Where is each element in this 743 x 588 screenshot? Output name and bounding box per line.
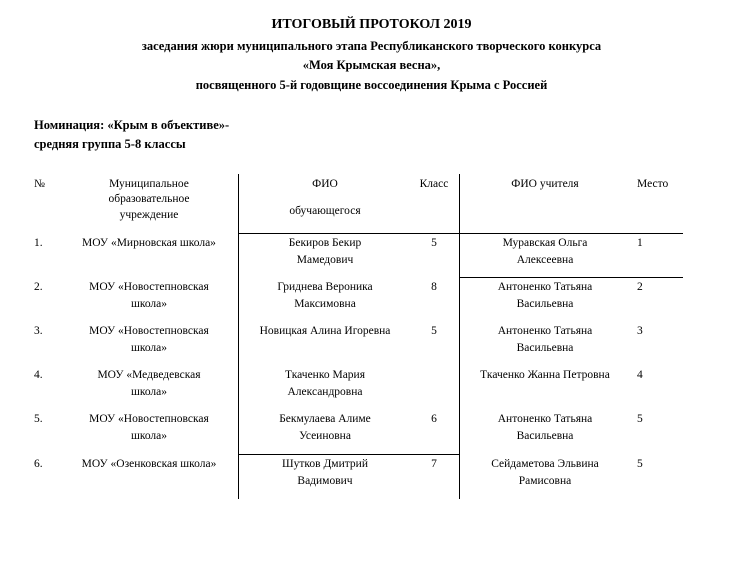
protocol-subtitle-line-2: «Моя Крымская весна»,: [302, 58, 441, 72]
row-place: 5: [637, 413, 643, 425]
header-org-line-3: учреждение: [119, 209, 179, 221]
row-student-line-2: Мамедович: [296, 254, 354, 266]
row-student-line-1: Шутков Дмитрий: [282, 458, 368, 470]
row-teacher-line-1: Антоненко Татьяна: [497, 281, 593, 293]
row-org-line-1: МОУ «Медведевская: [97, 369, 201, 381]
row-student-line-2: Усеиновна: [299, 430, 351, 442]
row-class: 6: [431, 413, 437, 425]
row-org-line-2: школа»: [130, 430, 168, 442]
row-teacher-line-2: Васильевна: [516, 342, 574, 354]
row-teacher-line-1: Ткаченко Жанна Петровна: [480, 369, 610, 381]
row-place: 5: [637, 458, 643, 470]
row-student-line-1: Бекмулаева Алиме: [279, 413, 371, 425]
nomination-title: Номинация: «Крым в объективе»-: [34, 118, 230, 132]
row-class: 8: [431, 281, 437, 293]
row-teacher-line-2: Васильевна: [516, 298, 574, 310]
row-teacher-line-1: Муравская Ольга: [502, 237, 588, 249]
row-teacher-line-2: Алексеевна: [516, 254, 574, 266]
row-student-line-1: Бекиров Бекир: [288, 237, 362, 249]
row-org-line-2: школа»: [130, 386, 168, 398]
row-student-line-1: Новицкая Алина Игоревна: [259, 325, 391, 337]
row-num: 3.: [34, 325, 43, 337]
column-divider: [459, 174, 460, 499]
row-place: 4: [637, 369, 643, 381]
row-student-line-2: Вадимович: [297, 475, 353, 487]
row-class: 5: [431, 237, 437, 249]
row-org-line-1: МОУ «Новостепновская: [89, 413, 209, 425]
row-num: 6.: [34, 458, 43, 470]
row-divider: [459, 277, 683, 278]
header-fio-line-2: обучающегося: [289, 205, 361, 217]
header-teacher: ФИО учителя: [511, 178, 579, 190]
row-student-line-2: Максимовна: [294, 298, 356, 310]
row-num: 5.: [34, 413, 43, 425]
row-place: 3: [637, 325, 643, 337]
row-org-line-1: МОУ «Мирновская школа»: [82, 237, 216, 249]
protocol-subtitle-line-3: посвященного 5-й годовщине воссоединения Крыма с Россией: [195, 78, 548, 92]
row-student-line-1: Ткаченко Мария: [285, 369, 365, 381]
row-num: 4.: [34, 369, 43, 381]
row-org-line-1: МОУ «Озенковская школа»: [81, 458, 217, 470]
row-teacher-line-2: Рамисовна: [518, 475, 572, 487]
protocol-subtitle-line-1: заседания жюри муниципального этапа Республиканского творческого конкурса: [141, 39, 602, 53]
row-org-line-1: МОУ «Новостепновская: [89, 281, 209, 293]
column-divider: [238, 174, 239, 499]
row-class: 5: [431, 325, 437, 337]
header-place: Место: [637, 178, 669, 190]
nomination-group: средняя группа 5-8 классы: [34, 137, 186, 151]
row-student-line-1: Гриднева Вероника: [277, 281, 373, 293]
header-num: №: [34, 178, 45, 190]
row-divider: [238, 233, 683, 234]
row-class: 7: [431, 458, 437, 470]
header-class: Класс: [419, 178, 449, 190]
row-org-line-1: МОУ «Новостепновская: [89, 325, 209, 337]
row-org-line-2: школа»: [130, 298, 168, 310]
row-org-line-2: школа»: [130, 342, 168, 354]
row-teacher-line-1: Антоненко Татьяна: [497, 325, 593, 337]
header-fio-line-1: ФИО: [312, 178, 338, 190]
header-org-line-1: Муниципальное: [109, 178, 189, 190]
header-org-line-2: образовательное: [108, 193, 190, 205]
row-teacher-line-2: Васильевна: [516, 430, 574, 442]
row-num: 1.: [34, 237, 43, 249]
row-teacher-line-1: Антоненко Татьяна: [497, 413, 593, 425]
row-place: 1: [637, 237, 643, 249]
row-num: 2.: [34, 281, 43, 293]
row-divider: [238, 454, 460, 455]
row-student-line-2: Александровна: [287, 386, 363, 398]
protocol-title: ИТОГОВЫЙ ПРОТОКОЛ 2019: [271, 17, 472, 32]
row-place: 2: [637, 281, 643, 293]
row-teacher-line-1: Сейдаметова Эльвина: [491, 458, 599, 470]
